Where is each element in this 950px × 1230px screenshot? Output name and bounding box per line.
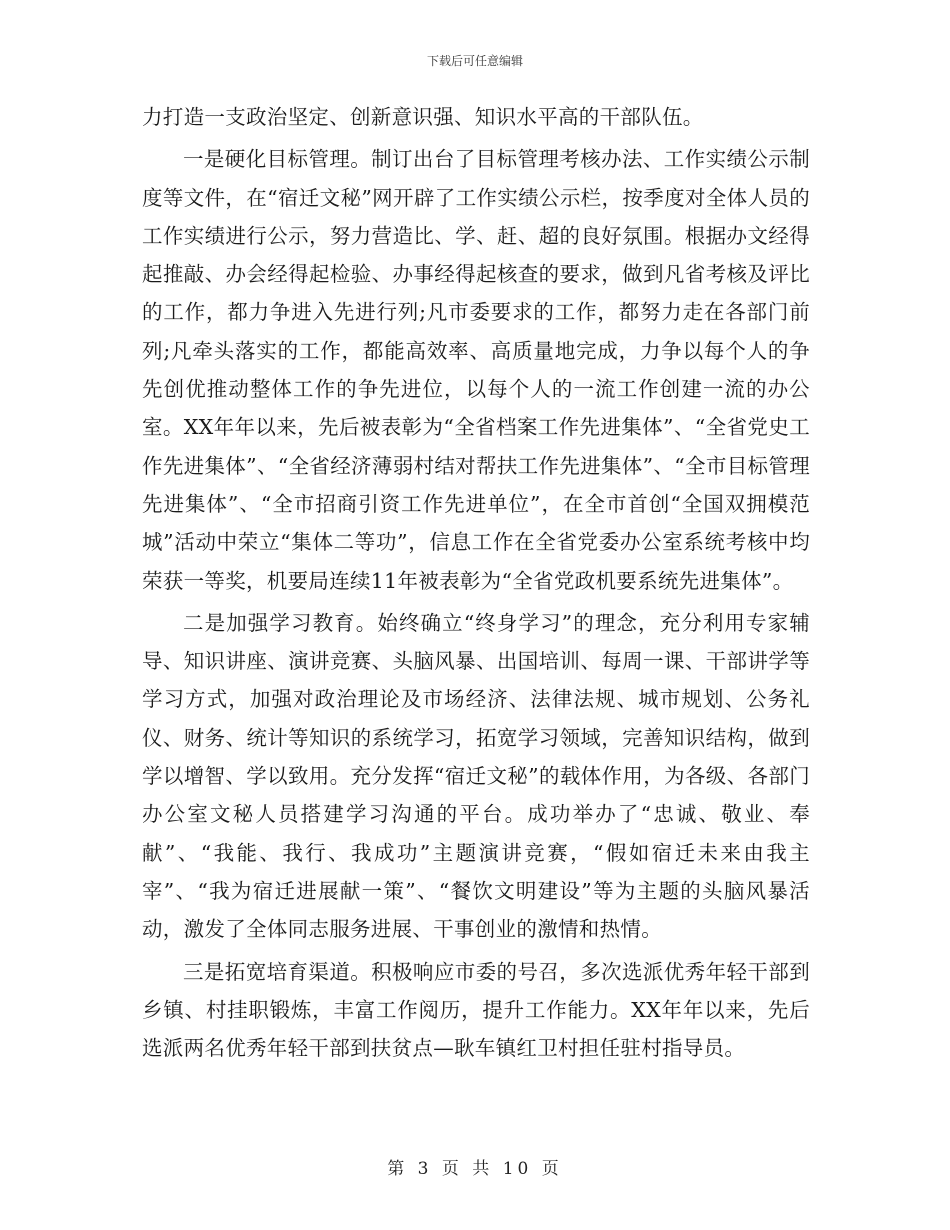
page-header: 下载后可任意编辑 <box>426 54 523 68</box>
paragraph-training-channels: 三是拓宽培育渠道。积极响应市委的号召，多次选派优秀年轻干部到乡镇、村挂职锻炼，丰富工作阅历，提升工作能力。XX年年以来，先后选派两名优秀年轻干部到扶贫点—耿车镇红卫村担任驻村指导员。 <box>142 959 810 1061</box>
paragraph-learning-education: 二是加强学习教育。始终确立“终身学习”的理念，充分利用专家辅导、知识讲座、演讲竞赛、头脑风暴、出国培训、每周一课、干部讲学等学习方式，加强对政治理论及市场经济、法律法规、城市规划、公务礼仪、财务、统计等知识的系统学习，拓宽学习领域，完善知识结构，做到学以增智、学以致用。充分发挥“宿迁文秘”的载体作用，为各级、各部门办公室文秘人员搭建学习沟通的平台。成功举办了“忠诚、敬业、奉献”、“我能、我行、我成功”主题演讲竞赛，“假如宿迁未来由我主宰”、“我为宿迁进展献一策”、“餐饮文明建设”等为主题的头脑风暴活动，激发了全体同志服务进展、干事创业的激情和热情。 <box>142 610 810 942</box>
document-body <box>142 98 810 1067</box>
page-footer: 第 3 页 共 10 页 <box>387 1159 563 1179</box>
paragraph-continuation: 力打造一支政治坚定、创新意识强、知识水平高的干部队伍。 <box>142 105 704 129</box>
paragraph-target-management: 一是硬化目标管理。制订出台了目标管理考核办法、工作实绩公示制度等文件，在“宿迁文秘”网开辟了工作实绩公示栏，按季度对全体人员的工作实绩进行公示，努力营造比、学、赶、超的良好氛围。根据办文经得起推敲、办会经得起检验、办事经得起核查的要求，做到凡省考核及评比的工作，都力争进入先进行列;凡市委要求的工作，都努力走在各部门前列;凡牵头落实的工作，都能高效率、高质量地完成，力争以每个人的争先创优推动整体工作的争先进位，以每个人的一流工作创建一流的办公室。XX年年以来，先后被表彰为“全省档案工作先进集体”、“全省党史工作先进集体”、“全省经济薄弱村结对帮扶工作先进集体”、“全市目标管理先进集体”、“全市招商引资工作先进单位”，在全市首创“全国双拥模范城”活动中荣立“集体二等功”，信息工作在全省党委办公室系统考核中均荣获一等奖，机要局连续11年被表彰为“全省党政机要系统先进集体”。 <box>142 147 810 593</box>
